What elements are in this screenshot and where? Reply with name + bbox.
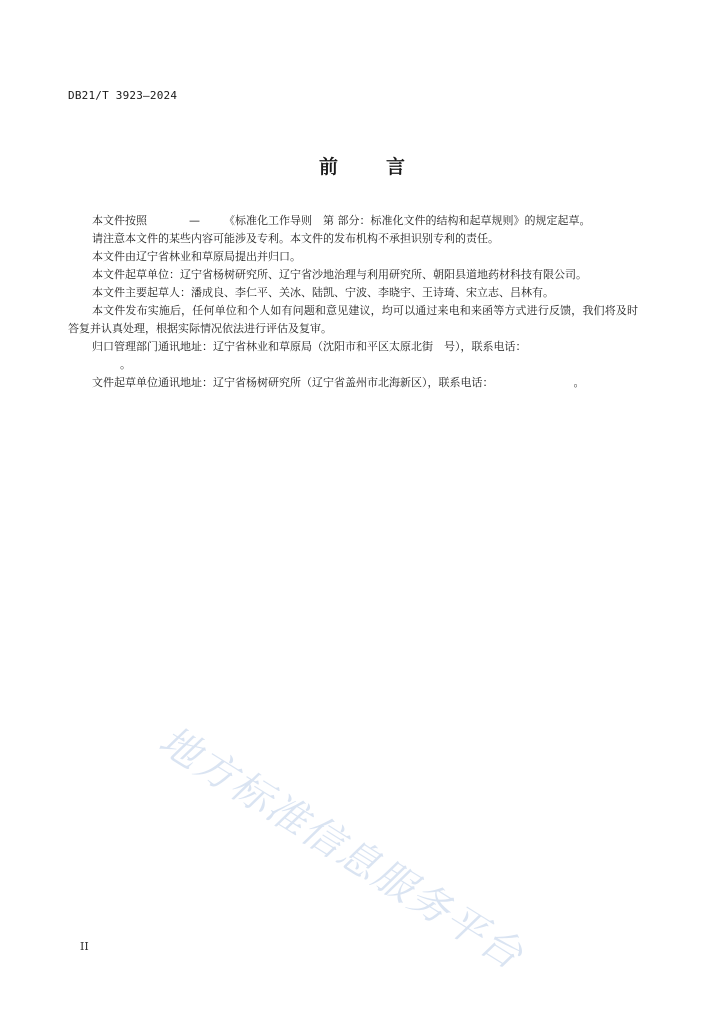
paragraph-drafting-rules <box>68 212 638 230</box>
paragraph-patent-notice: 请注意本文件的某些内容可能涉及专利。本文件的发布机构不承担识别专利的责任。 <box>92 232 499 245</box>
page-title <box>0 152 724 179</box>
paragraph-drafter-address <box>68 374 638 392</box>
foreword-body <box>68 212 638 392</box>
drafting-rules-dash: — <box>189 214 200 227</box>
title-char-1: 前 <box>318 156 338 178</box>
drafting-rules-reference: 《标准化工作导则 第 部分：标准化文件的结构和起草规则》的规定起草。 <box>224 214 591 227</box>
paragraph-feedback: 本文件发布实施后，任何单位和个人如有问题和意见建议，均可以通过来电和来函等方式进行反馈，我们将及时答复并认真处理，根据实际情况依法进行评估及复审。 <box>68 304 638 335</box>
document-code: DB21/T 3923—2024 <box>68 89 178 102</box>
authority-address-text: 归口管理部门通讯地址：辽宁省林业和草原局（沈阳市和平区太原北街 号），联系电话： <box>92 340 527 353</box>
paragraph-authority-address <box>68 338 638 374</box>
watermark: 地方标准信息服务平台 <box>150 717 532 980</box>
paragraph-drafters: 本文件主要起草人：潘成良、李仁平、关冰、陆凯、宁波、李晓宇、王诗琦、宋立志、吕林有。 <box>92 286 554 299</box>
drafter-address-text: 文件起草单位通讯地址：辽宁省杨树研究所（辽宁省盖州市北海新区），联系电话： <box>92 376 494 389</box>
title-char-2: 言 <box>386 156 406 178</box>
authority-address-end: 。 <box>120 358 131 371</box>
drafting-rules-lead: 本文件按照 <box>92 214 147 227</box>
paragraph-drafting-units: 本文件起草单位：辽宁省杨树研究所、辽宁省沙地治理与利用研究所、朝阳县道地药材科技有限公司。 <box>92 268 587 281</box>
paragraph-proposer: 本文件由辽宁省林业和草原局提出并归口。 <box>92 250 301 263</box>
drafter-address-end: 。 <box>573 376 585 389</box>
page-number: II <box>80 940 89 953</box>
